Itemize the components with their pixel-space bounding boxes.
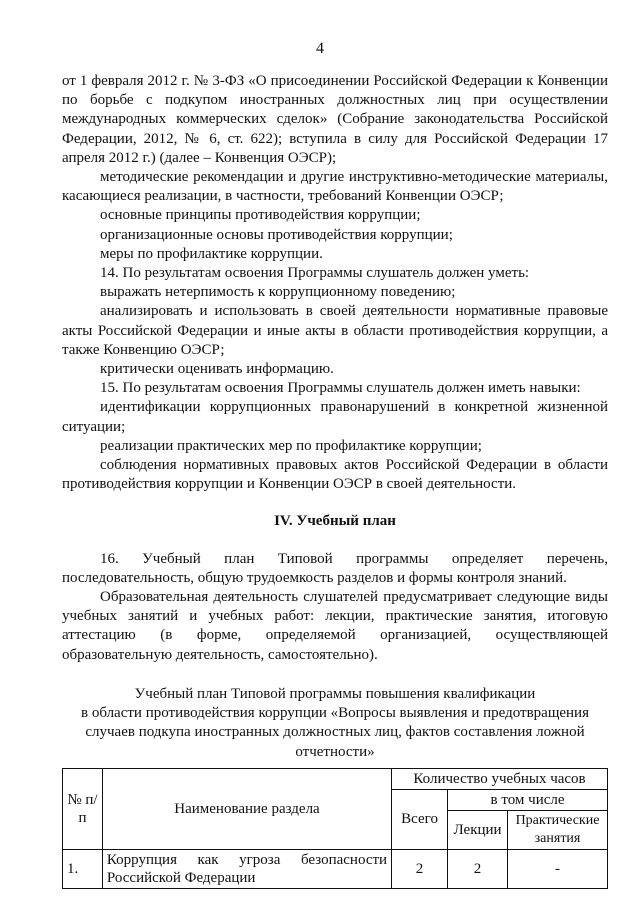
- paragraph-item-15: 15. По результатам освоения Программы слушатель должен иметь навыки:: [100, 380, 581, 397]
- header-practice: Практические занятия: [508, 810, 608, 849]
- paragraph-intolerance: выражать нетерпимость к коррупционному поведению;: [100, 284, 456, 301]
- paragraph-item-14: 14. По результатам освоения Программы слушатель должен уметь:: [100, 265, 530, 282]
- curriculum-table: [62, 768, 608, 889]
- paragraph-organizational-basis: организационные основы противодействия коррупции;: [100, 226, 453, 243]
- header-lectures: Лекции: [448, 810, 508, 849]
- cell-total: 2: [392, 849, 448, 888]
- paragraph-methodical-recommendations: методические рекомендации и другие инструктивно-методические материалы, касающиеся реализации, в частности, требований Конвенции ОЭСР;: [62, 169, 608, 205]
- paragraph-compliance: соблюдения нормативных правовых актов Российской Федерации в области противодействия коррупции и Конвенции ОЭСР в своей деятельности.: [62, 457, 608, 493]
- paragraph-analyze-acts: анализировать и использовать в своей деятельности нормативные правовые акты Российской Федерации и иные акты в области противодействия коррупции, а также Конвенцию ОЭСР;: [62, 303, 608, 358]
- table-caption-line: отчетности»: [295, 743, 375, 760]
- header-including: в том числе: [448, 789, 608, 810]
- cell-practice: -: [508, 849, 608, 888]
- paragraph-practical-measures: реализации практических мер по профилактике коррупции;: [100, 437, 482, 454]
- paragraph-law-reference: от 1 февраля 2012 г. № 3-ФЗ «О присоединении Российской Федерации к Конвенции по борьбе с подкупом иностранных должностных лиц при осуществлении международных коммерческих сделок» (Собрание законодательства Российской Федерации, 2012, № 6, ст. 622); вступила в силу для Российской Федерации 17 апреля 2012 г.) (далее – Конвенция ОЭСР);: [62, 73, 608, 166]
- header-number: № п/п: [63, 768, 103, 849]
- table-caption-line: Учебный план Типовой программы повышения квалификации: [134, 685, 536, 702]
- table-caption-line: в области противодействия коррупции «Вопросы выявления и предотвращения: [80, 705, 589, 722]
- paragraph-prevention-measures: меры по профилактике коррупции.: [100, 245, 323, 262]
- paragraph-educational-activity: Образовательная деятельность слушателей предусматривает следующие виды учебных занятий и учебных работ: лекции, практические занятия, итоговую аттестацию (в форме, определяемой организацией, осуществляющей образовательную деятельность, самостоятельно).: [62, 589, 608, 663]
- page-number: 4: [316, 40, 324, 57]
- paragraph-identification: идентификации коррупционных правонарушений в конкретной жизненной ситуации;: [62, 399, 608, 435]
- table-row: [63, 849, 608, 888]
- document-body: [62, 72, 608, 889]
- cell-number: 1.: [63, 849, 103, 888]
- header-total: Всего: [392, 789, 448, 849]
- table-caption: [62, 685, 608, 762]
- table-caption-line: случаев подкупа иностранных должностных лиц, фактов составления ложной: [85, 724, 585, 741]
- cell-lectures: 2: [448, 849, 508, 888]
- table-header-row: [63, 768, 608, 789]
- paragraph-critical-evaluation: критически оценивать информацию.: [100, 361, 334, 378]
- section-heading: IV. Учебный план: [274, 513, 396, 530]
- paragraph-item-16: 16. Учебный план Типовой программы определяет перечень, последовательность, общую трудоемкость разделов и формы контроля знаний.: [62, 550, 608, 586]
- header-section-name: Наименование раздела: [102, 768, 391, 849]
- header-hours: Количество учебных часов: [392, 768, 608, 789]
- paragraph-principles: основные принципы противодействия коррупции;: [100, 207, 421, 224]
- cell-section-name: Коррупция как угроза безопасности Российской Федерации: [102, 849, 391, 888]
